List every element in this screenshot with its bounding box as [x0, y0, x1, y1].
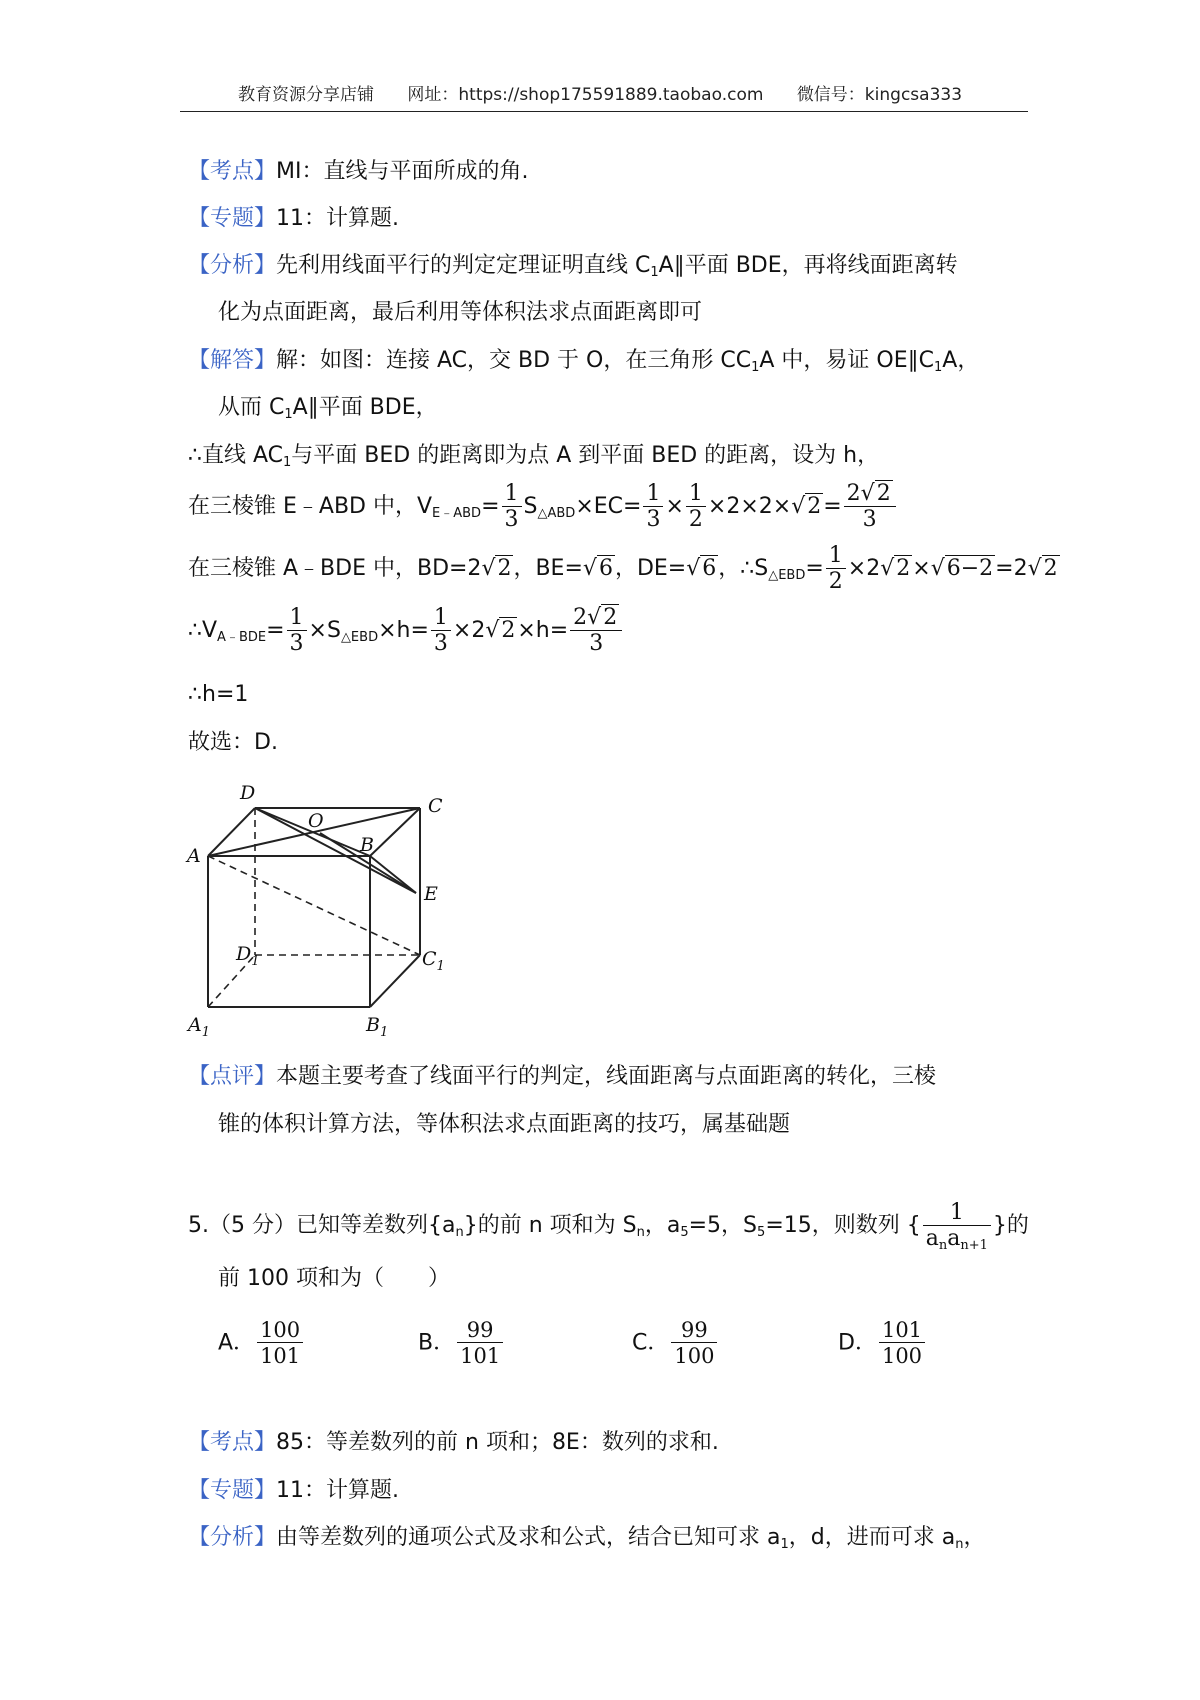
option-b[interactable]	[418, 1318, 505, 1369]
fraction-one-half: $\frac{1}{2}$	[686, 482, 706, 533]
q5-stem-c: ，a	[644, 1213, 681, 1238]
sub-1: 1	[283, 455, 292, 470]
q5-zhuanti-text: 11：计算题.	[276, 1478, 400, 1503]
fenxi-text-b: A∥平面 BDE，再将线面距离转	[658, 253, 958, 278]
q5-stem	[188, 1196, 1029, 1256]
option-b-fraction: $\frac{99}{101}$	[457, 1318, 503, 1369]
label-a: A	[187, 845, 201, 867]
fenxi-line-2	[218, 298, 702, 328]
label-d: D	[240, 782, 256, 804]
label-e: E	[424, 883, 438, 905]
sub-n: n	[636, 1225, 645, 1240]
sqrt-2: √2	[1027, 556, 1058, 581]
sub-n: n	[455, 1225, 464, 1240]
coef-2: 2	[1013, 556, 1028, 581]
volume-eabd-line: 在三棱锥 E﹣ABD 中，$V_{E﹣ABD}=$ $\frac{1}{3}$ $S_{\triangle ABD}\times EC=$ $\frac{1}{3}$ × $\frac{1}{2}$ ×2×2×√2= $\frac{2√2}{3}$	[188, 480, 898, 534]
zhuanti-label: 【专题】	[188, 206, 277, 231]
jieda-text-a: 解：如图：连接 AC，交 BD 于 O，在三角形 CC	[276, 348, 752, 373]
dianping-label: 【点评】	[188, 1064, 277, 1089]
sqrt-2: √2	[481, 556, 512, 581]
fraction-two-sqrt2-over-3: $\frac{2√2}{3}$	[844, 482, 896, 533]
q5-zhuanti-label: 【专题】	[188, 1478, 277, 1503]
q5-fenxi-a: 由等差数列的通项公式及求和公式，结合已知可求 a	[276, 1525, 781, 1550]
label-b1: $B_1$	[366, 1014, 389, 1040]
dianping-text-2: 锥的体积计算方法，等体积法求点面距离的技巧，属基础题	[218, 1112, 791, 1137]
fraction-one-half: $\frac{1}{2}$	[826, 544, 846, 595]
header-rule	[180, 111, 1028, 112]
sub-5: 5	[680, 1225, 689, 1240]
edge-cb	[370, 808, 420, 856]
jieda-line	[188, 346, 979, 376]
sqrt-6: √6	[686, 556, 717, 581]
sqrt-6-minus-2: √6−2	[930, 556, 994, 581]
cube-diagram	[180, 775, 480, 1050]
sqrt-2: √2	[791, 494, 822, 519]
triangle-ebd-line: 在三棱锥 A﹣BDE 中，BD=2√2，BE=√6，DE=√6，$\therefore S_{\triangle EBD}=$ $\frac{1}{2}$ ×2√2×√6−2=2√2	[188, 542, 1060, 596]
sqrt-2: √2	[485, 618, 516, 643]
fraction-one-third: $\frac{1}{3}$	[643, 482, 663, 533]
line6-text-b: ×S	[308, 618, 341, 643]
option-a-fraction: $\frac{100}{101}$	[257, 1318, 303, 1369]
kaodian-label: 【考点】	[188, 159, 277, 184]
option-d[interactable]	[838, 1318, 927, 1369]
fenxi-line	[188, 251, 958, 281]
volume-abde-line: $\therefore V_{A﹣BDE}=$ $\frac{1}{3}$ $\times S_{\triangle EBD}\times h=$ $\frac{1}{3}$ ×2√2×h= $\frac{2√2}{3}$	[188, 604, 624, 658]
sqrt-2: √2	[880, 556, 911, 581]
sub-1: 1	[650, 265, 659, 280]
jieda-text-b: A 中，易证 OE∥C	[759, 348, 934, 373]
line5-text-b: ，BE=	[513, 556, 583, 581]
jieda-label: 【解答】	[188, 348, 277, 373]
fraction-one-over-an-an1: $\frac{1}{a_na_{n+1}}$	[923, 1201, 991, 1252]
fenxi-text-2: 化为点面距离，最后利用等体积法求点面距离即可	[218, 300, 703, 325]
line6-text-e: ×h=	[517, 618, 569, 643]
q5-kaodian-line	[188, 1428, 719, 1458]
q5-fenxi-label: 【分析】	[188, 1525, 277, 1550]
jieda2-text-b: A∥平面 BDE，	[292, 395, 438, 420]
dianping-line	[188, 1062, 936, 1092]
option-a[interactable]	[218, 1318, 305, 1369]
sub-eabd: E﹣ABD	[432, 506, 482, 521]
q5-stem-a: 5.（5 分）已知等差数列{a	[188, 1213, 456, 1238]
fraction-one-third: $\frac{1}{3}$	[502, 482, 522, 533]
option-c[interactable]	[632, 1318, 719, 1369]
jieda-text-c: A，	[942, 348, 980, 373]
q5-stem-2	[218, 1264, 450, 1294]
q5-stem-f: }的	[992, 1213, 1029, 1238]
label-c: C	[428, 795, 443, 817]
sub-1: 1	[751, 360, 760, 375]
line6-text-c: ×h=	[378, 618, 429, 643]
sub-1: 1	[284, 407, 293, 422]
fraction-one-third: $\frac{1}{3}$	[431, 606, 451, 657]
option-c-letter: C．	[632, 1330, 670, 1356]
jieda2-text-a: 从而 C	[218, 395, 285, 420]
label-d1: $D_1$	[236, 943, 260, 969]
shop-url[interactable]: 网址：https://shop175591889.taobao.com	[407, 85, 764, 105]
sub-1: 1	[934, 360, 943, 375]
line5-text-c: ，DE=	[614, 556, 687, 581]
therefore-line-1	[188, 441, 879, 471]
edge-b1c1	[370, 955, 420, 1007]
q5-kaodian-text: 85：等差数列的前 n 项和；8E：数列的求和.	[276, 1430, 719, 1455]
fraction-two-sqrt2-over-3: $\frac{2√2}{3}$	[570, 606, 622, 657]
q5-fenxi-c: ，	[963, 1525, 986, 1550]
option-d-fraction: $\frac{101}{100}$	[879, 1318, 925, 1369]
sub-abd: △ABD	[537, 506, 576, 521]
line-be	[370, 856, 416, 893]
q5-stem2-text: 前 100 项和为（ ）	[218, 1266, 450, 1291]
sub-5: 5	[757, 1225, 766, 1240]
q5-zhuanti-line	[188, 1476, 399, 1506]
line5-text-d: ，∴S	[718, 556, 769, 581]
sub-ebd: △EBD	[340, 630, 379, 645]
q5-stem-b: }的前 n 项和为 S	[463, 1213, 637, 1238]
q5-fenxi-line	[188, 1523, 986, 1553]
choice-result: 故选：D.	[188, 730, 278, 755]
q5-stem-e: =15，则数列 {	[765, 1213, 921, 1238]
label-o: O	[308, 810, 324, 832]
option-d-letter: D．	[838, 1330, 877, 1356]
option-b-letter: B．	[418, 1330, 456, 1356]
page-header	[0, 80, 1200, 105]
label-b: B	[360, 834, 374, 856]
line4-text-b: ×EC=	[575, 494, 642, 519]
q5-fenxi-b: ，d，进而可求 a	[788, 1525, 956, 1550]
jieda-line-2	[218, 393, 438, 423]
shop-name: 教育资源分享店铺	[237, 85, 374, 105]
sub-n: n	[955, 1537, 964, 1552]
line5-text-a: 在三棱锥 A﹣BDE 中，BD=2	[188, 556, 482, 581]
label-a1: $A_1$	[188, 1014, 211, 1040]
h-result: ∴h=1	[188, 682, 249, 707]
label-c1: $C_1$	[422, 948, 445, 974]
line6-text-a: ∴V	[188, 618, 218, 643]
fenxi-label: 【分析】	[188, 253, 277, 278]
fraction-one-third: $\frac{1}{3}$	[287, 606, 307, 657]
edge-ad	[208, 808, 255, 856]
q5-stem-d: =5，S	[688, 1213, 758, 1238]
dianping-text-1: 本题主要考查了线面平行的判定，线面距离与点面距离的转化，三棱	[276, 1064, 937, 1089]
line4-text-d: ×2×2×	[707, 494, 792, 519]
times-sign: ×	[665, 494, 684, 519]
h-result-line	[188, 680, 248, 710]
dianping-line-2	[218, 1110, 790, 1140]
line3-text-a: ∴直线 AC	[188, 443, 284, 468]
q5-kaodian-label: 【考点】	[188, 1430, 277, 1455]
option-c-fraction: $\frac{99}{100}$	[671, 1318, 717, 1369]
sqrt-6: √6	[582, 556, 613, 581]
zhuanti-line	[188, 204, 399, 234]
sub-1: 1	[780, 1537, 789, 1552]
sub-ebd: △EBD	[768, 568, 806, 583]
fenxi-text-a: 先利用线面平行的判定定理证明直线 C	[276, 253, 651, 278]
choice-line	[188, 728, 278, 758]
zhuanti-text: 11：计算题.	[276, 206, 400, 231]
line3-text-b: 与平面 BED 的距离即为点 A 到平面 BED 的距离，设为 h，	[291, 443, 880, 468]
kaodian-line	[188, 157, 528, 187]
line4-text-a: 在三棱锥 E﹣ABD 中，V	[188, 494, 433, 519]
line-de	[255, 808, 416, 893]
coef-2: 2	[866, 556, 881, 581]
wechat-id: 微信号：kingcsa333	[796, 85, 963, 105]
sub-abde: A﹣BDE	[217, 630, 267, 645]
kaodian-text: MI：直线与平面所成的角.	[276, 159, 529, 184]
option-a-letter: A．	[218, 1330, 256, 1356]
line6-text-d: ×2	[452, 618, 486, 643]
